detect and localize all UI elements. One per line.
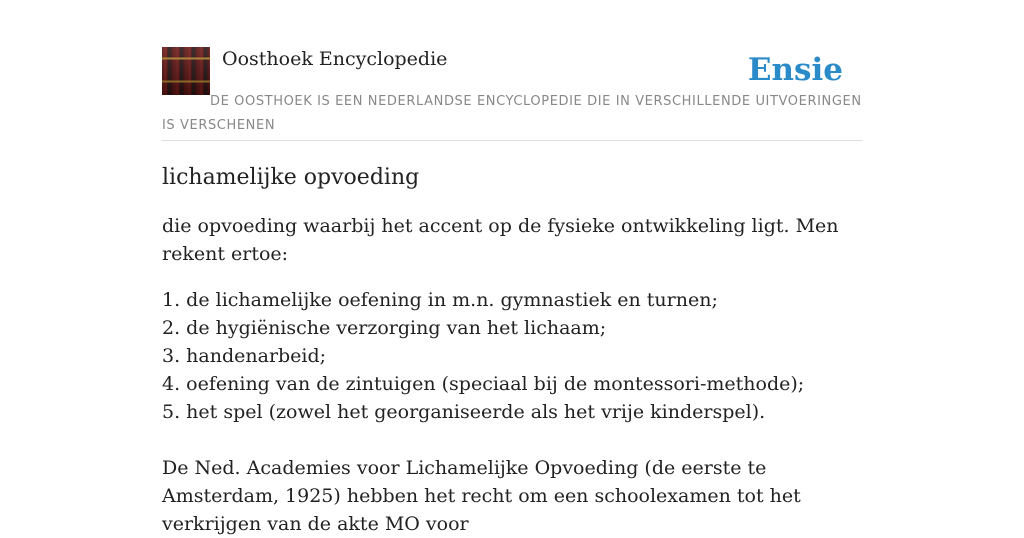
article [162,160,862,538]
list-item: 2. de hygiënische verzorging van het lichaam; [162,317,607,339]
article-list [162,286,862,426]
avatar-shade [162,47,210,95]
site-header [162,44,862,141]
article-title: lichamelijke opvoeding [162,165,420,190]
list-item: 4. oefening van de zintuigen (speciaal bij de montessori-methode); [162,373,805,395]
site-avatar-icon[interactable] [162,47,210,95]
list-item: 5. het spel (zowel het georganiseerde als het vrije kinderspel). [162,401,766,423]
site-title-link[interactable]: Oosthoek Encyclopedie [222,48,448,70]
article-intro: die opvoeding waarbij het accent op de fysieke ontwikkeling ligt. Men rekent ertoe: [162,215,839,265]
list-item: 1. de lichamelijke oefening in m.n. gymnastiek en turnen; [162,289,718,311]
site-tagline: DE OOSTHOEK IS EEN NEDERLANDSE ENCYCLOPEDIE DIE IN VERSCHILLENDE UITVOERINGEN IS VERSCHENEN [162,94,862,133]
list-item: 3. handenarbeid; [162,345,327,367]
article-paragraph: De Ned. Academies voor Lichamelijke Opvoeding (de eerste te Amsterdam, 1925) hebben het recht om een schoolexamen tot het verkrijgen van de akte MO voor [162,457,801,535]
ensie-logo-link[interactable]: Ensie [747,52,843,88]
